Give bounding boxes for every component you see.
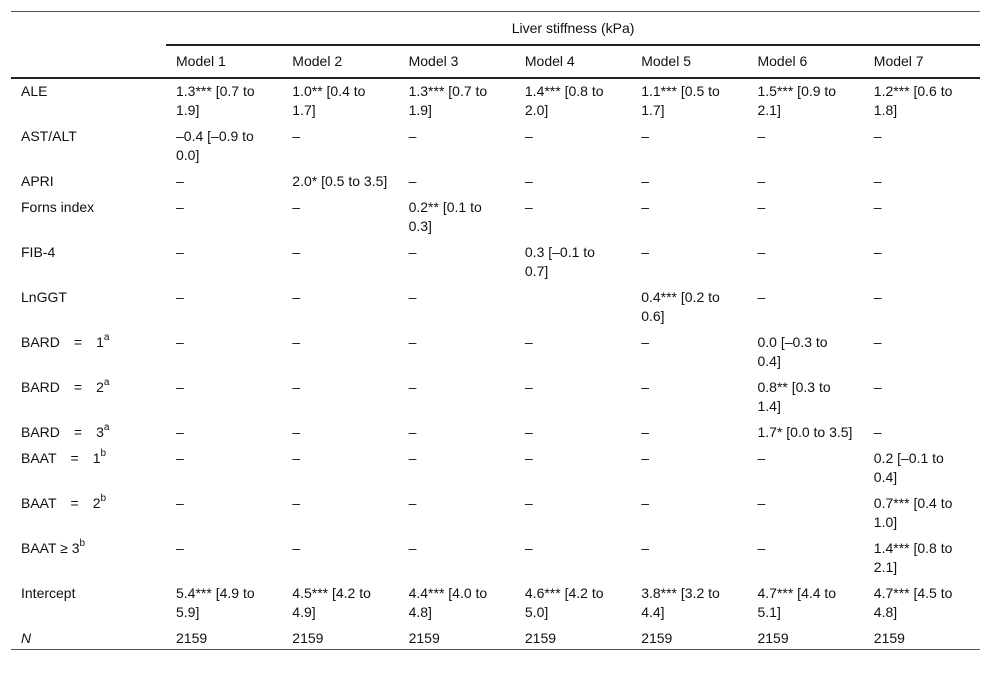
table-row — [11, 491, 980, 536]
table-cell: 0.4*** [0.2 to 0.6] — [641, 289, 720, 324]
table-cell: – — [641, 334, 649, 350]
table-cell: 1.1*** [0.5 to 1.7] — [641, 83, 720, 118]
table-cell: – — [292, 334, 301, 350]
regression-table-container — [11, 11, 980, 650]
table-cell: 0.0 [–0.3 to 0.4] — [757, 334, 828, 369]
table-cell: – — [641, 128, 649, 144]
table-cell: – — [757, 450, 766, 466]
header-model-6: Model 6 — [747, 45, 863, 78]
table-cell: 4.5*** [4.2 to 4.9] — [292, 585, 371, 620]
table-cell: – — [408, 244, 417, 260]
table-cell: – — [524, 334, 533, 350]
row-label-cell — [11, 285, 166, 330]
table-cell: 2159 — [864, 626, 980, 650]
table-cell: – — [176, 334, 184, 350]
table-cell: – — [292, 540, 301, 556]
table-cell: – — [292, 450, 301, 466]
table-cell: – — [873, 334, 882, 350]
row-label-cell — [11, 195, 166, 240]
table-cell: –0.4 [–0.9 to 0.0] — [176, 128, 254, 163]
table-cell: – — [757, 244, 766, 260]
row-label-cell — [11, 240, 166, 285]
table-cell: – — [524, 128, 533, 144]
table-cell: – — [524, 173, 533, 189]
row-label-cell — [11, 581, 166, 626]
table-cell: 4.7*** [4.4 to 5.1] — [757, 585, 837, 620]
table-cell: 1.0** [0.4 to 1.7] — [292, 83, 366, 118]
table-cell: – — [408, 334, 417, 350]
table-cell — [515, 285, 631, 330]
table-cell: – — [873, 379, 882, 395]
table-cell: 2159 — [282, 626, 398, 650]
table-cell: – — [408, 540, 417, 556]
row-label-cell — [11, 375, 166, 420]
table-cell: 1.3*** [0.7 to 1.9] — [408, 83, 488, 118]
table-cell: – — [176, 199, 184, 215]
row-label-cell — [11, 536, 166, 581]
row-label-cell — [11, 420, 166, 446]
table-cell: – — [176, 424, 184, 440]
table-cell: – — [408, 450, 417, 466]
table-cell: – — [641, 450, 649, 466]
header-group-row — [11, 12, 980, 46]
table-cell: – — [873, 244, 882, 260]
table-cell: – — [292, 424, 301, 440]
table-cell: – — [873, 199, 882, 215]
table-cell: – — [292, 199, 301, 215]
table-row — [11, 626, 980, 650]
table-cell: – — [292, 289, 301, 305]
table-cell: – — [757, 540, 766, 556]
header-models-row — [11, 45, 980, 78]
table-cell: – — [408, 424, 417, 440]
table-cell: 1.5*** [0.9 to 2.1] — [757, 83, 837, 118]
table-cell: 2159 — [399, 626, 515, 650]
table-cell: 2159 — [166, 626, 282, 650]
table-cell: 0.2** [0.1 to 0.3] — [408, 199, 482, 234]
table-row — [11, 536, 980, 581]
table-cell: – — [292, 128, 301, 144]
table-cell: – — [408, 128, 417, 144]
table-cell: – — [524, 450, 533, 466]
table-row — [11, 169, 980, 195]
table-row — [11, 78, 980, 124]
table-cell: 0.8** [0.3 to 1.4] — [757, 379, 831, 414]
table-row — [11, 285, 980, 330]
table-cell: – — [176, 540, 184, 556]
footnote-marker: b — [100, 448, 107, 460]
table-cell: – — [641, 173, 649, 189]
table-row — [11, 581, 980, 626]
table-cell: 1.2*** [0.6 to 1.8] — [873, 83, 953, 118]
row-label: Intercept — [21, 585, 76, 601]
table-cell: – — [757, 173, 766, 189]
table-cell: – — [524, 495, 533, 511]
table-cell: 4.4*** [4.0 to 4.8] — [408, 585, 488, 620]
table-cell: – — [408, 289, 417, 305]
row-label: FIB-4 — [21, 244, 56, 260]
header-model-5: Model 5 — [631, 45, 747, 78]
row-label: AST/ALT — [21, 128, 77, 144]
header-model-4: Model 4 — [515, 45, 631, 78]
table-cell: – — [408, 379, 417, 395]
table-cell: 1.4*** [0.8 to 2.0] — [524, 83, 604, 118]
row-label-cell — [11, 169, 166, 195]
table-cell: – — [641, 244, 649, 260]
row-label: APRI — [21, 173, 54, 189]
row-label-cell — [11, 626, 166, 650]
header-model-2: Model 2 — [282, 45, 398, 78]
table-row — [11, 420, 980, 446]
table-cell: – — [176, 495, 184, 511]
row-label: LnGGT — [21, 289, 67, 305]
table-cell: 5.4*** [4.9 to 5.9] — [176, 585, 255, 620]
table-row — [11, 124, 980, 169]
row-label: BAAT ≥ 3 — [21, 540, 80, 556]
footnote-marker: b — [100, 493, 107, 505]
table-body — [11, 78, 980, 650]
table-cell: – — [292, 495, 301, 511]
table-cell: – — [873, 424, 882, 440]
table-cell: – — [292, 379, 301, 395]
table-cell: – — [408, 173, 417, 189]
row-label-cell — [11, 78, 166, 124]
table-cell: – — [524, 199, 533, 215]
header-group-label: Liver stiffness (kPa) — [166, 12, 980, 46]
table-cell: – — [524, 424, 533, 440]
table-cell: – — [408, 495, 417, 511]
row-label: BARD = 3 — [21, 424, 104, 440]
table-cell: – — [292, 244, 301, 260]
row-label-cell — [11, 124, 166, 169]
table-cell: 3.8*** [3.2 to 4.4] — [641, 585, 720, 620]
row-label: BAAT = 2 — [21, 495, 101, 511]
footnote-marker: a — [103, 377, 110, 389]
table-cell: – — [176, 379, 184, 395]
table-cell: – — [524, 379, 533, 395]
table-cell: – — [873, 128, 882, 144]
row-label-cell — [11, 491, 166, 536]
row-label: BARD = 1 — [21, 334, 104, 350]
table-cell: – — [524, 540, 533, 556]
table-row — [11, 375, 980, 420]
table-cell: – — [641, 199, 649, 215]
footnote-marker: a — [103, 422, 110, 434]
header-model-3: Model 3 — [399, 45, 515, 78]
table-cell: 4.6*** [4.2 to 5.0] — [524, 585, 604, 620]
row-label-cell — [11, 330, 166, 375]
table-row — [11, 240, 980, 285]
table-cell: – — [641, 379, 649, 395]
table-cell: – — [176, 244, 184, 260]
footnote-marker: b — [79, 538, 86, 550]
header-blank-cell — [11, 45, 166, 78]
table-cell: 0.3 [–0.1 to 0.7] — [524, 244, 595, 279]
table-cell: 0.7*** [0.4 to 1.0] — [873, 495, 953, 530]
header-corner-cell — [11, 12, 166, 46]
table-cell: – — [873, 173, 882, 189]
header-model-1: Model 1 — [166, 45, 282, 78]
table-cell: 1.4*** [0.8 to 2.1] — [873, 540, 953, 575]
table-cell: – — [176, 289, 184, 305]
row-label: BARD = 2 — [21, 379, 104, 395]
table-cell: – — [873, 289, 882, 305]
table-cell: – — [641, 424, 649, 440]
table-cell: – — [176, 173, 184, 189]
table-cell: – — [641, 540, 649, 556]
liver-stiffness-table — [11, 11, 980, 650]
footnote-marker: a — [103, 332, 110, 344]
row-label: N — [21, 630, 32, 646]
table-cell: 2159 — [631, 626, 747, 650]
row-label: ALE — [21, 83, 48, 99]
table-cell: 4.7*** [4.5 to 4.8] — [873, 585, 953, 620]
table-cell: 2159 — [515, 626, 631, 650]
table-row — [11, 195, 980, 240]
table-cell: – — [757, 199, 766, 215]
table-cell: – — [757, 495, 766, 511]
table-cell: – — [757, 128, 766, 144]
table-cell: 2159 — [747, 626, 863, 650]
table-cell: 1.7* [0.0 to 3.5] — [757, 424, 853, 440]
table-row — [11, 446, 980, 491]
table-cell: – — [176, 450, 184, 466]
table-cell: 2.0* [0.5 to 3.5] — [292, 173, 388, 189]
row-label: BAAT = 1 — [21, 450, 101, 466]
table-cell: 1.3*** [0.7 to 1.9] — [176, 83, 255, 118]
table-row — [11, 330, 980, 375]
table-cell: – — [757, 289, 766, 305]
table-cell: – — [641, 495, 649, 511]
row-label: Forns index — [21, 199, 95, 215]
header-model-7: Model 7 — [864, 45, 980, 78]
row-label-cell — [11, 446, 166, 491]
table-cell: 0.2 [–0.1 to 0.4] — [873, 450, 944, 485]
